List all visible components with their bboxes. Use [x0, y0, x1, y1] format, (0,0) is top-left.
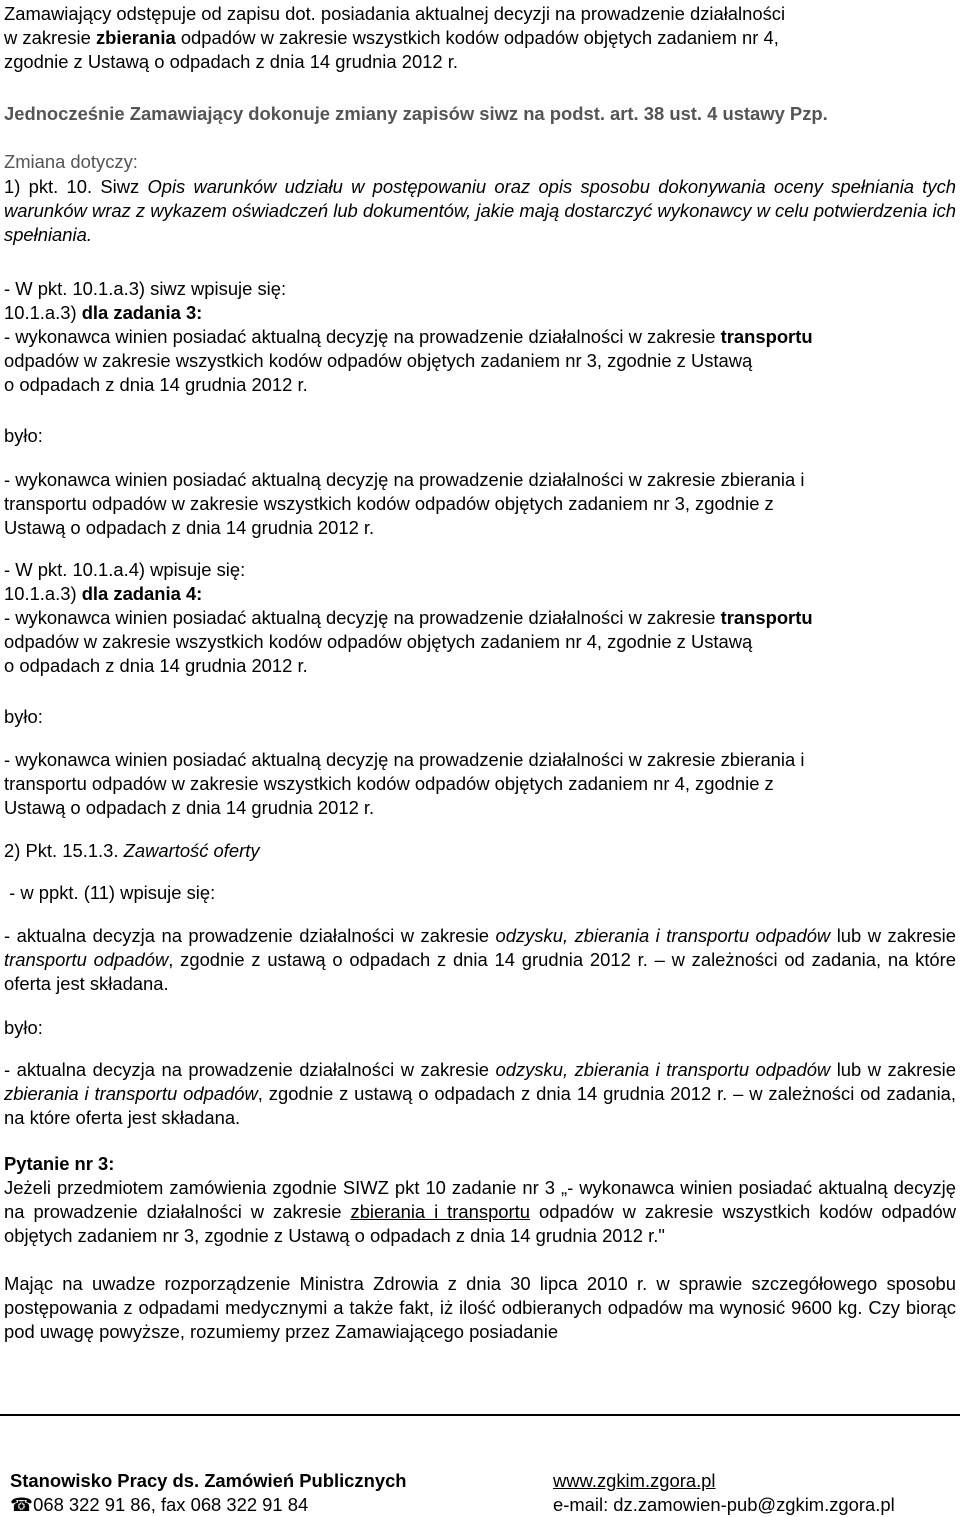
- item-2-new-d: transportu odpadów: [4, 949, 169, 970]
- p2-text-1: [4, 606, 956, 630]
- footer-email[interactable]: e-mail: dz.zamowien-pub@zgkim.zgora.pl: [553, 1494, 895, 1515]
- p1-text-pre: - wykonawca winien posiadać aktualną decyzję na prowadzenie działalności w zakresie: [4, 326, 721, 347]
- item-2-old-b: odzysku, zbierania i transportu odpadów: [495, 1059, 831, 1080]
- p1-old-1: - wykonawca winien posiadać aktualną decyzję na prowadzenie działalności w zakresie zbierania i: [4, 469, 805, 490]
- p1-old-text: [4, 468, 956, 540]
- p1-text-bold: transportu: [720, 326, 813, 347]
- question-3-p1-b: odpadów w zakresie wszystkich kodów odpadów objętych zadaniem nr 3, zgodnie z Ustawą o odpadach z dnia 14 grudnia 2012 r.": [4, 1201, 956, 1246]
- p1-line-b: [4, 301, 956, 325]
- p2-text-3: o odpadach z dnia 14 grudnia 2012 r.: [4, 655, 308, 676]
- item-2-old: [4, 1058, 956, 1130]
- p1-bylo-label: było:: [4, 425, 43, 446]
- item-2-line-a: - w ppkt. (11) wpisuje się:: [4, 882, 216, 903]
- intro-line-3: zgodnie z Ustawą o odpadach z dnia 14 grudnia 2012 r.: [4, 51, 458, 72]
- item-2-new-b: odzysku, zbierania i transportu odpadów: [495, 925, 831, 946]
- p2-line-b-num: 10.1.a.3): [4, 583, 82, 604]
- p2-line-b-bold: dla zadania 4:: [81, 583, 203, 604]
- question-3-para-2: Mając na uwadze rozporządzenie Ministra Zdrowia z dnia 30 lipca 2010 r. w sprawie szczegółowego sposobu postępowania z odpadami medycznymi a także fakt, iż ilość odbieranych odpadów ma wynosić 9600 kg. Czy biorąc pod uwagę powyższe, rozumiemy przez Zamawiającego posiadanie: [4, 1273, 956, 1342]
- p1-line-b-bold: dla zadania 3:: [81, 302, 203, 323]
- item-2-bylo-label: było:: [4, 1017, 43, 1038]
- intro-bold-word: zbierania: [95, 27, 176, 48]
- question-3-p1-a: Jeżeli przedmiotem zamówienia zgodnie SIWZ pkt 10 zadanie nr 3 „- wykonawca winien posiadać aktualną decyzję na prowadzenie działalności w zakresie: [4, 1177, 956, 1222]
- p1-line-b-num: 10.1.a.3): [4, 302, 82, 323]
- item-1-title: Opis warunków udziału w postępowaniu oraz opis sposobu dokonywania oceny spełniania tych warunków wraz z wykazem oświadczeń lub dokumentów, jakie mają dostarczyć wykonawcy w celu potwierdzenia ich spełniania.: [4, 176, 956, 245]
- footer-website-link[interactable]: www.zgkim.zgora.pl: [553, 1470, 716, 1491]
- question-3-para-1: [4, 1176, 956, 1248]
- item-2-old-d: zbierania i transportu odpadów: [4, 1083, 258, 1104]
- p1-text-3: o odpadach z dnia 14 grudnia 2012 r.: [4, 374, 308, 395]
- item-1-prefix: 1) pkt. 10. Siwz: [4, 176, 148, 197]
- intro-line-2c: odpadów w zakresie wszystkich kodów odpadów objętych zadaniem nr 4,: [175, 27, 779, 48]
- item-2-new-c: lub w zakresie: [830, 925, 956, 946]
- footer-office: Stanowisko Pracy ds. Zamówień Publicznych: [10, 1470, 407, 1491]
- intro-line-2: [4, 26, 956, 50]
- item-2-new-e: , zgodnie z ustawą o odpadach z dnia 14 grudnia 2012 r. – w zależności od zadania, na które oferta jest składana.: [4, 949, 957, 994]
- p2-text-pre: - wykonawca winien posiadać aktualną decyzję na prowadzenie działalności w zakresie: [4, 607, 721, 628]
- intro-line-2a: w zakresie: [4, 27, 96, 48]
- footer-phone-numbers: 068 322 91 86, fax 068 322 91 84: [33, 1494, 309, 1515]
- footer-divider: [0, 1414, 960, 1416]
- p2-line-b: [4, 582, 956, 606]
- item-2-title: Zawartość oferty: [123, 840, 260, 861]
- question-3-p1-underlined: zbierania i transportu: [350, 1201, 530, 1222]
- p2-old-2: transportu odpadów w zakresie wszystkich kodów odpadów objętych zadaniem nr 4, zgodnie z: [4, 773, 774, 794]
- p1-old-2: transportu odpadów w zakresie wszystkich kodów odpadów objętych zadaniem nr 3, zgodnie z: [4, 493, 774, 514]
- footer-phone: [10, 1493, 308, 1517]
- p1-text-1: [4, 325, 956, 349]
- item-2-old-e: , zgodnie z ustawą o odpadach z dnia 14 grudnia 2012 r. – w zależności od zadania, na które oferta jest składana.: [4, 1083, 957, 1128]
- p2-old-1: - wykonawca winien posiadać aktualną decyzję na prowadzenie działalności w zakresie zbierania i: [4, 749, 805, 770]
- p2-bylo-label: było:: [4, 706, 43, 727]
- question-3-heading: Pytanie nr 3:: [4, 1153, 115, 1174]
- p2-text-2: odpadów w zakresie wszystkich kodów odpadów objętych zadaniem nr 4, zgodnie z Ustawą: [4, 631, 753, 652]
- p2-text-bold: transportu: [720, 607, 813, 628]
- p1-line-a: - W pkt. 10.1.a.3) siwz wpisuje się:: [4, 278, 287, 299]
- section-10-1-a-4: [4, 558, 956, 678]
- p2-old-text: [4, 748, 956, 820]
- p1-old-3: Ustawą o odpadach z dnia 14 grudnia 2012 r.: [4, 517, 375, 538]
- p1-text-2: odpadów w zakresie wszystkich kodów odpadów objętych zadaniem nr 3, zgodnie z Ustawą: [4, 350, 753, 371]
- intro-line-1: Zamawiający odstępuje od zapisu dot. posiadania aktualnej decyzji na prowadzenie działalności: [4, 3, 786, 24]
- item-2-old-a: - aktualna decyzja na prowadzenie działalności w zakresie: [4, 1059, 496, 1080]
- change-heading: Jednocześnie Zamawiający dokonuje zmiany zapisów siwz na podst. art. 38 ust. 4 ustawy Pzp.: [4, 103, 828, 124]
- intro-paragraph: [4, 2, 956, 74]
- item-2-old-c: lub w zakresie: [830, 1059, 956, 1080]
- p2-old-3: Ustawą o odpadach z dnia 14 grudnia 2012 r.: [4, 797, 375, 818]
- phone-icon: ☎: [10, 1494, 33, 1515]
- section-10-1-a-3: [4, 277, 956, 397]
- item-2-new-a: - aktualna decyzja na prowadzenie działalności w zakresie: [4, 925, 496, 946]
- item-2-prefix: 2) Pkt. 15.1.3.: [4, 840, 124, 861]
- zmiana-label: Zmiana dotyczy:: [4, 151, 138, 172]
- item-2-new: [4, 924, 956, 996]
- p2-line-a: - W pkt. 10.1.a.4) wpisuje się:: [4, 559, 246, 580]
- item-2: [4, 839, 956, 863]
- item-1: [4, 175, 956, 247]
